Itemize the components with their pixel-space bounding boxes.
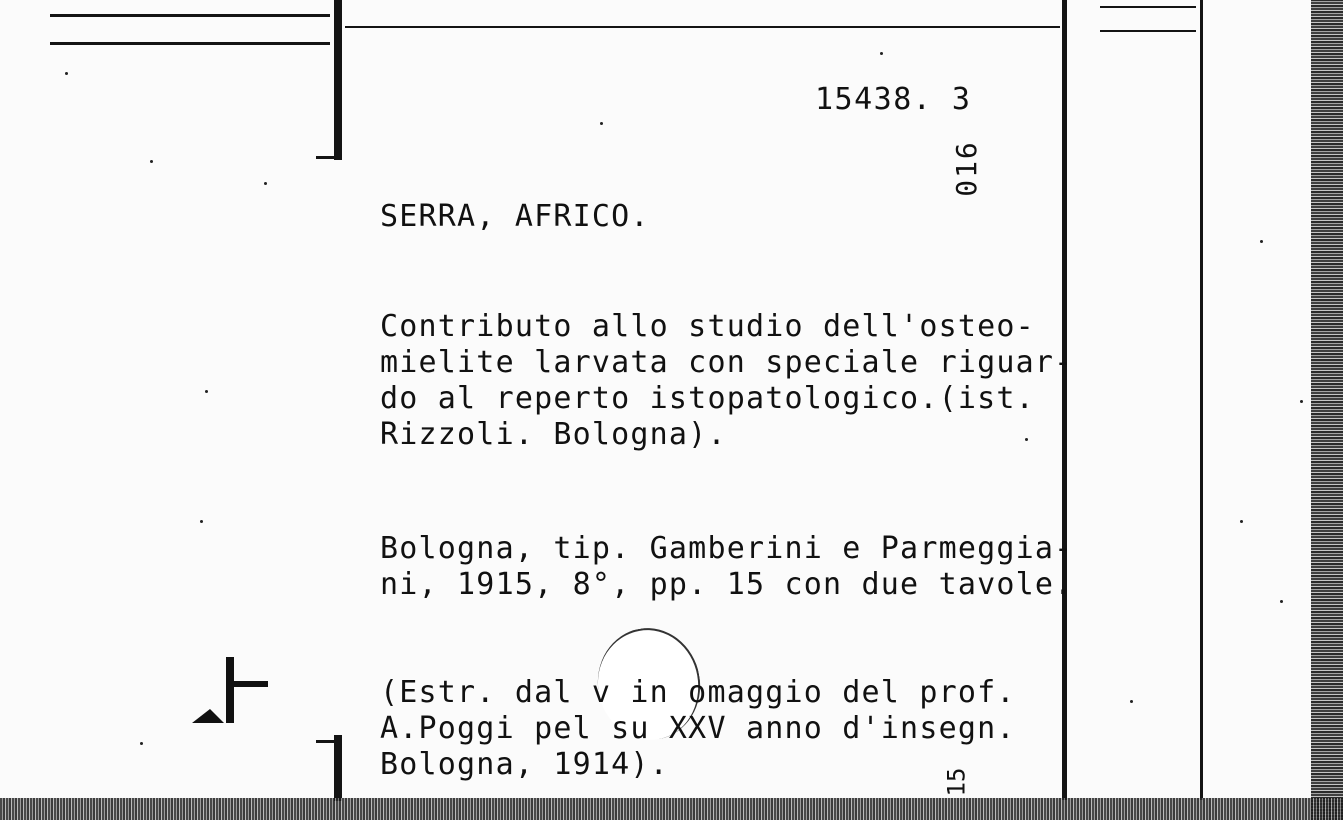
stamp-f-mark <box>190 655 270 727</box>
title-line: mielite larvata con speciale riguar- <box>380 345 1074 380</box>
imprint-line: Bologna, tip. Gamberini e Parmeggia- <box>380 531 1074 566</box>
note-line: A.Poggi pel su XXV anno d'insegn. <box>380 711 1016 746</box>
top-left-rule <box>50 14 330 17</box>
lower-left-bracket-top <box>316 740 338 743</box>
scan-edge-bottom <box>0 798 1343 820</box>
stamp-wedge <box>192 709 224 723</box>
right-panel-rule <box>1100 6 1196 8</box>
stamp-bar <box>226 681 268 687</box>
card-right-edge <box>1062 0 1067 800</box>
speck <box>1240 520 1243 523</box>
side-number: 016 <box>949 140 983 197</box>
speck <box>1025 438 1028 441</box>
bottom-side-number: 15 <box>942 767 971 797</box>
title-line: Contributo allo studio dell'osteo- <box>380 309 1035 344</box>
title-line: do al reperto istopatologico.(ist. <box>380 381 1035 416</box>
card-top-edge <box>345 26 1060 28</box>
speck <box>140 742 143 745</box>
left-bracket-foot <box>316 156 340 159</box>
title-line: Rizzoli. Bologna). <box>380 417 727 452</box>
right-panel-rule-2 <box>1100 30 1196 32</box>
right-panel-edge <box>1200 0 1203 800</box>
speck <box>205 390 208 393</box>
speck <box>1260 240 1263 243</box>
author-heading: SERRA, AFRICO. <box>380 199 650 234</box>
speck <box>264 182 267 185</box>
stamp-stem <box>226 657 234 723</box>
imprint-line: ni, 1915, 8°, pp. 15 con due tavole. <box>380 567 1074 602</box>
note-line: (Estr. dal v in omaggio del prof. <box>380 675 1016 710</box>
speck <box>200 520 203 523</box>
call-number: 15438. 3 <box>815 82 972 117</box>
left-bracket-vertical <box>334 0 342 160</box>
speck <box>600 122 603 125</box>
note-line: Bologna, 1914). <box>380 747 669 782</box>
speck <box>1130 700 1133 703</box>
lower-left-bracket <box>334 735 342 801</box>
scan-edge-right <box>1311 0 1343 820</box>
speck <box>1300 400 1303 403</box>
speck <box>150 160 153 163</box>
speck <box>1280 600 1283 603</box>
top-left-rule-2 <box>50 42 330 45</box>
speck <box>880 52 883 55</box>
speck <box>65 72 68 75</box>
